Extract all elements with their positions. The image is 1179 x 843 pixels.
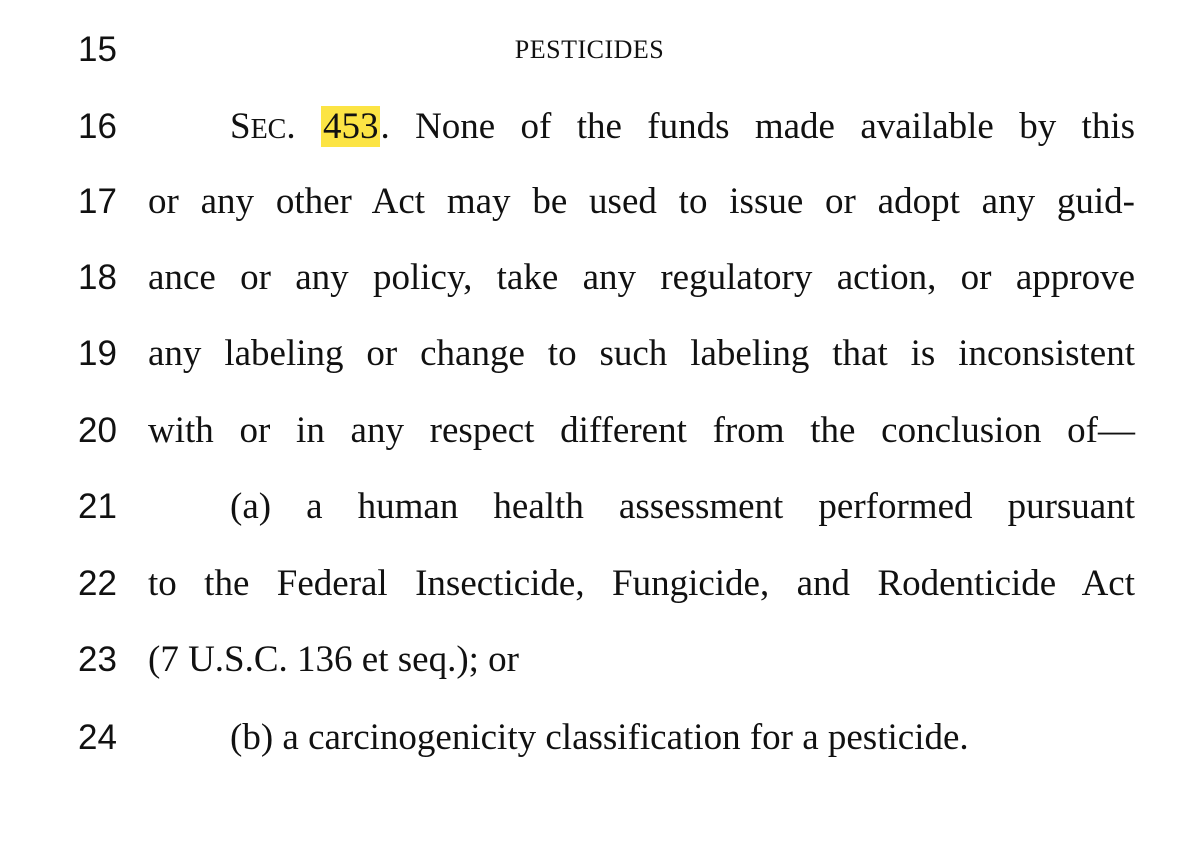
section-label-first: S [230,106,251,147]
line-text: with or in any respect different from the conclusion of— [148,410,1135,451]
line-number: 20 [78,411,117,450]
text-line [0,324,1179,384]
line-number: 18 [78,258,117,297]
text-line [0,401,1179,461]
line-text: ance or any policy, take any regulatory action, or approve [148,257,1135,298]
line-text: (a) a human health assessment performed pursuant [230,486,1135,527]
text-line [0,630,1179,690]
section-heading: PESTICIDES [514,35,665,64]
line-text: (7 U.S.C. 136 et seq.); or [148,639,519,680]
line-text: (b) a carcinogenicity classification for a pesticide. [230,717,969,758]
heading-line [0,20,1179,80]
line-number: 17 [78,182,117,221]
text-line [0,248,1179,308]
line-number: 21 [78,487,117,526]
text-line [0,708,1179,768]
line-text: to the Federal Insecticide, Fungicide, and Rodenticide Act [148,563,1135,604]
highlighted-section-number: 453 [322,106,379,147]
text-line [0,172,1179,232]
line-number: 19 [78,334,117,373]
text-line [0,477,1179,537]
line-text: or any other Act may be used to issue or adopt any guid- [148,181,1135,222]
line-number: 22 [78,564,117,603]
line-text: any labeling or change to such labeling that is inconsistent [148,333,1135,374]
section-intro-continuation: . None of the funds made available by this [380,106,1136,147]
line-number: 24 [78,718,117,757]
section-label-dot: . [286,106,321,147]
section-label-rest: EC [250,114,287,145]
line-number: 23 [78,640,117,679]
line-number: 16 [78,107,117,146]
text-line [0,97,1179,157]
line-number: 15 [78,30,117,69]
text-line [0,554,1179,614]
section-intro-text [230,97,1135,160]
